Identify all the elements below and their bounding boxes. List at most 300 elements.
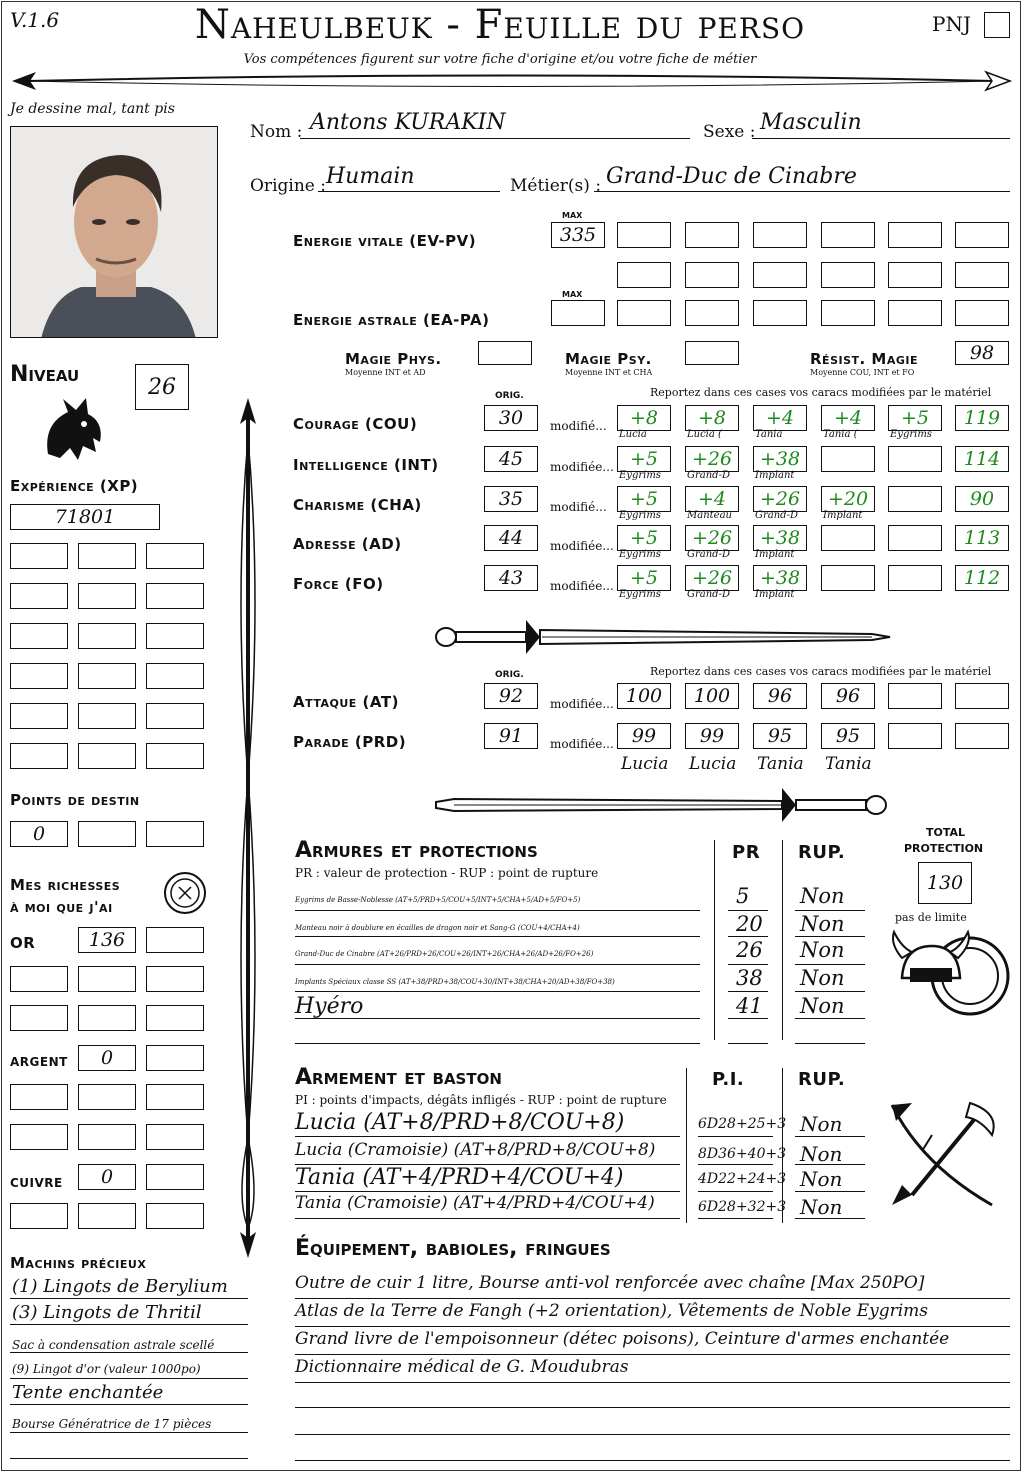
- xp-box-r3c1[interactable]: [10, 623, 68, 649]
- carac-mod-source: Implant: [755, 589, 795, 600]
- equipement-item[interactable]: Outre de cuir 1 litre, Bourse anti-vol renforcée avec chaîne [Max 250PO]: [295, 1273, 925, 1293]
- weapon-line: [295, 1191, 680, 1192]
- carac-mod-box[interactable]: +5: [617, 486, 671, 512]
- combat-orig-label: ORIG.: [495, 670, 524, 680]
- armure-line: [295, 991, 700, 992]
- ev-label: Energie vitale (EV-PV): [293, 232, 477, 250]
- carac-label: Force (FO): [293, 575, 384, 593]
- machin-line: [10, 1432, 248, 1433]
- origine-label: Origine :: [250, 176, 326, 196]
- armure-pr[interactable]: 41: [736, 994, 763, 1018]
- money-box-r3c3[interactable]: [146, 1005, 204, 1031]
- xp-box-r5c3[interactable]: [146, 703, 204, 729]
- destin-box-1[interactable]: 0: [10, 821, 68, 847]
- equipement-line: [295, 1434, 1010, 1435]
- armure-pr-line: [728, 1018, 768, 1019]
- carac-orig-box[interactable]: 43: [484, 565, 538, 591]
- carac-mod-source: Eygrims: [619, 470, 661, 481]
- carac-total-box[interactable]: 90: [955, 486, 1009, 512]
- carac-mod-box[interactable]: +26: [685, 446, 739, 472]
- xp-box-r3c2[interactable]: [78, 623, 136, 649]
- weapon-name[interactable]: Lucia (Cramoisie) (AT+8/PRD+8/COU+8): [295, 1140, 656, 1160]
- total-protection-label-2: PROTECTION: [904, 842, 984, 855]
- armement-title: Armement et baston: [295, 1065, 502, 1090]
- resist-magie-label: Résist. Magie: [810, 350, 919, 368]
- armement-sub: PI : points d'impacts, dégâts infligés - RUP : point de rupture: [295, 1093, 667, 1107]
- portrait-image: [11, 127, 218, 338]
- ea-box-2[interactable]: [685, 300, 739, 326]
- equipement-line: [295, 1407, 1010, 1408]
- money-box-r8c2[interactable]: [78, 1203, 136, 1229]
- armure-line: [295, 964, 700, 965]
- sexe-field[interactable]: Masculin: [760, 110, 862, 135]
- armure-line: [295, 936, 700, 937]
- equipement-item[interactable]: Grand livre de l'empoisonneur (détec poisons), Ceinture d'armes enchantée: [295, 1329, 950, 1349]
- armure-pr[interactable]: 20: [736, 912, 763, 936]
- xp-box-r4c1[interactable]: [10, 663, 68, 689]
- helmet-shield-icon: [888, 928, 1016, 1020]
- carac-total-box[interactable]: 112: [955, 565, 1009, 591]
- weapon-pi-line: [698, 1164, 773, 1165]
- combat-report-note: Reportez dans ces cases vos caracs modifiées par le matériel: [650, 665, 992, 678]
- magie-phys-box[interactable]: [478, 341, 532, 365]
- carac-mod-box[interactable]: +38: [753, 565, 807, 591]
- equipement-title: Équipement, babioles, fringues: [295, 1236, 611, 1261]
- armure-line: [295, 910, 700, 911]
- sword-ornament-top: [432, 612, 892, 662]
- money-box-r4c2[interactable]: 0: [78, 1045, 136, 1071]
- carac-mod-box[interactable]: +5: [888, 405, 942, 431]
- xp-box-r1c3[interactable]: [146, 543, 204, 569]
- carac-mod-box[interactable]: +4: [685, 486, 739, 512]
- carac-mod-box[interactable]: +8: [685, 405, 739, 431]
- equipement-line: [295, 1460, 1010, 1461]
- carac-orig-box[interactable]: 44: [484, 525, 538, 551]
- combat-mod-box[interactable]: [888, 723, 942, 749]
- xp-box-r6c2[interactable]: [78, 743, 136, 769]
- magie-phys-label: Magie Phys.: [345, 350, 442, 368]
- weapon-rup[interactable]: Non: [800, 1142, 843, 1166]
- carac-orig-box[interactable]: 35: [484, 486, 538, 512]
- armures-title: Armures et protections: [295, 838, 538, 863]
- weapon-rup-line: [795, 1136, 865, 1137]
- armure-rup-line: [795, 910, 865, 911]
- armure-name[interactable]: Implants Spéciaux classe SS (AT+38/PRD+38/COU+30/INT+38/CHA+20/AD+38/FO+38): [295, 978, 615, 986]
- carac-label: Courage (COU): [293, 415, 418, 433]
- header-arrow-ornament: [8, 66, 1014, 96]
- money-box-r8c3[interactable]: [146, 1203, 204, 1229]
- carac-mod-source: Grand-D: [755, 510, 798, 521]
- weapon-rup[interactable]: Non: [800, 1167, 843, 1191]
- weapon-pi[interactable]: 6D28+32+3: [698, 1199, 787, 1215]
- armures-divider-2: [782, 840, 783, 1040]
- richesses-label-2: à moi que j'ai: [10, 898, 113, 916]
- ea-box-5[interactable]: [888, 300, 942, 326]
- total-protection-label-1: TOTAL: [926, 826, 966, 839]
- carac-mod-source: Lucia (: [687, 429, 722, 440]
- carac-total-box[interactable]: 114: [955, 446, 1009, 472]
- magie-psy-label: Magie Psy.: [565, 350, 652, 368]
- metier-underline: [594, 191, 1010, 192]
- xp-box-r1c1[interactable]: [10, 543, 68, 569]
- resist-magie-box[interactable]: 98: [955, 341, 1009, 365]
- armure-rup-line: [795, 1043, 865, 1044]
- weapon-pi[interactable]: 4D22+24+3: [698, 1171, 787, 1187]
- combat-mod-box[interactable]: [955, 723, 1009, 749]
- xp-box-r5c1[interactable]: [10, 703, 68, 729]
- armure-rup-line: [795, 991, 865, 992]
- money-box-r4c3[interactable]: [146, 1045, 204, 1071]
- weapon-pi-line: [698, 1136, 773, 1137]
- carac-orig-box[interactable]: 45: [484, 446, 538, 472]
- portrait-caption: Je dessine mal, tant pis: [10, 101, 175, 117]
- sexe-label: Sexe :: [703, 122, 756, 142]
- nom-label: Nom :: [250, 122, 303, 142]
- armure-pr-line: [728, 910, 768, 911]
- xp-box-r5c2[interactable]: [78, 703, 136, 729]
- armures-pr-label: PR: [732, 842, 761, 863]
- ea-box-1[interactable]: [617, 300, 671, 326]
- dragon-icon: [38, 394, 108, 464]
- money-box-r8c1[interactable]: [10, 1203, 68, 1229]
- portrait-frame: [10, 126, 218, 338]
- armure-rup[interactable]: Non: [800, 938, 845, 962]
- carac-mod-source: Grand-D: [687, 549, 730, 560]
- weapon-rup-line: [795, 1164, 865, 1165]
- armement-pi-label: P.I.: [712, 1069, 745, 1090]
- machin-line: [10, 1404, 248, 1405]
- metier-label: Métier(s) :: [510, 176, 602, 196]
- money-box-r3c1[interactable]: [10, 1005, 68, 1031]
- xp-box-r2c2[interactable]: [78, 583, 136, 609]
- equipement-line: [295, 1382, 1010, 1383]
- carac-mod-label: modifiée...: [550, 460, 614, 474]
- ev-max-box[interactable]: 335: [551, 222, 605, 248]
- xp-box-r2c3[interactable]: [146, 583, 204, 609]
- combat-mod-box[interactable]: [888, 683, 942, 709]
- pnj-label: PNJ: [932, 12, 971, 36]
- combat-mod-box[interactable]: 96: [753, 683, 807, 709]
- sexe-underline: [752, 138, 1010, 139]
- ea-max-box[interactable]: [551, 300, 605, 326]
- machins-title: Machins précieux: [10, 1254, 147, 1272]
- armures-divider-1: [714, 840, 715, 1040]
- machin-item[interactable]: Sac à condensation astrale scellé: [12, 1338, 215, 1352]
- machin-line: [10, 1324, 248, 1325]
- armure-rup[interactable]: Non: [800, 884, 845, 908]
- carac-mod-box[interactable]: +20: [821, 486, 875, 512]
- combat-mod-box[interactable]: 99: [617, 723, 671, 749]
- combat-mod-box[interactable]: 100: [685, 683, 739, 709]
- money-box-r7c2[interactable]: 0: [78, 1164, 136, 1190]
- carac-mod-source: Manteau: [687, 510, 732, 521]
- combat-mod-box[interactable]: 100: [617, 683, 671, 709]
- ea-label: Energie astrale (EA-PA): [293, 311, 490, 329]
- carac-mod-box[interactable]: +5: [617, 565, 671, 591]
- carac-mod-box[interactable]: +26: [685, 565, 739, 591]
- machin-item[interactable]: (1) Lingots de Berylium: [12, 1276, 228, 1297]
- argent-label: ARGENT: [10, 1055, 68, 1069]
- ev-box-9[interactable]: [753, 262, 807, 288]
- combat-orig-box[interactable]: 91: [484, 723, 538, 749]
- carac-mod-box[interactable]: +4: [753, 405, 807, 431]
- sword-ornament-bottom: [432, 782, 892, 828]
- carac-mod-box[interactable]: +8: [617, 405, 671, 431]
- metier-field[interactable]: Grand-Duc de Cinabre: [606, 164, 857, 189]
- carac-mod-label: modifié...: [550, 500, 607, 514]
- money-box-r5c1[interactable]: [10, 1084, 68, 1110]
- armure-pr[interactable]: 38: [736, 966, 763, 990]
- combat-weapon-name: Lucia: [689, 754, 737, 774]
- equipement-item[interactable]: Dictionnaire médical de G. Moudubras: [295, 1357, 629, 1377]
- carac-mod-source: Implant: [755, 470, 795, 481]
- richesses-label-1: Mes richesses: [10, 876, 121, 894]
- magie-psy-sub: Moyenne INT et CHA: [565, 368, 653, 377]
- weapon-pi-line: [698, 1191, 773, 1192]
- magie-psy-box[interactable]: [685, 341, 739, 365]
- carac-mod-box[interactable]: +4: [821, 405, 875, 431]
- armure-pr[interactable]: 5: [736, 884, 750, 908]
- combat-mod-label: modifiée...: [550, 737, 614, 751]
- ev-box-7[interactable]: [617, 262, 671, 288]
- combat-mod-box[interactable]: [955, 683, 1009, 709]
- nom-field[interactable]: Antons KURAKIN: [310, 110, 506, 135]
- carac-mod-box[interactable]: [821, 446, 875, 472]
- total-protection-box[interactable]: 130: [918, 862, 972, 904]
- carac-label: Intelligence (INT): [293, 456, 439, 474]
- equipement-line: [295, 1354, 1010, 1355]
- armure-rup-line: [795, 964, 865, 965]
- combat-mod-box[interactable]: 99: [685, 723, 739, 749]
- ev-box-4[interactable]: [821, 222, 875, 248]
- armure-pr-line: [728, 936, 768, 937]
- xp-box[interactable]: 71801: [10, 504, 160, 530]
- combat-mod-label: modifiée...: [550, 697, 614, 711]
- destin-box-2[interactable]: [78, 821, 136, 847]
- armure-name[interactable]: Eygrims de Basse-Noblesse (AT+5/PRD+5/COU+5/INT+5/CHA+5/AD+5/FO+5): [295, 896, 581, 904]
- destin-label: Points de destin: [10, 791, 140, 809]
- carac-label: Adresse (AD): [293, 535, 402, 553]
- carac-mod-box[interactable]: +26: [685, 525, 739, 551]
- money-box-r1c3[interactable]: [146, 927, 204, 953]
- xp-box-r4c3[interactable]: [146, 663, 204, 689]
- combat-label: Attaque (AT): [293, 693, 399, 711]
- carac-mod-box[interactable]: [888, 565, 942, 591]
- carac-mod-source: Eygrims: [619, 589, 661, 600]
- money-box-r6c2[interactable]: [78, 1124, 136, 1150]
- carac-label: Charisme (CHA): [293, 496, 422, 514]
- version-label: V.1.6: [10, 8, 60, 32]
- ev-box-6[interactable]: [955, 222, 1009, 248]
- ev-box-5[interactable]: [888, 222, 942, 248]
- combat-weapon-name: Lucia: [621, 754, 669, 774]
- combat-mod-box[interactable]: 95: [753, 723, 807, 749]
- carac-orig-box[interactable]: 30: [484, 405, 538, 431]
- armure-name[interactable]: Grand-Duc de Cinabre (AT+26/PRD+26/COU+26/INT+26/CHA+26/AD+26/FO+26): [295, 950, 594, 958]
- armure-name[interactable]: Manteau noir à doublure en écailles de dragon noir et Sang-G (COU+4/CHA+4): [295, 924, 580, 932]
- weapon-name[interactable]: Lucia (AT+8/PRD+8/COU+8): [295, 1110, 625, 1135]
- weapons-icon: [882, 1095, 1012, 1215]
- xp-box-r1c2[interactable]: [78, 543, 136, 569]
- armement-divider-1: [686, 1068, 687, 1223]
- armure-pr[interactable]: 26: [736, 938, 763, 962]
- nom-underline: [300, 138, 690, 139]
- combat-label: Parade (PRD): [293, 733, 407, 751]
- armure-rup[interactable]: Non: [800, 912, 845, 936]
- weapon-pi-line: [698, 1218, 773, 1219]
- ea-box-3[interactable]: [753, 300, 807, 326]
- ea-max-label: MAX: [562, 290, 583, 299]
- carac-mod-source: Tania (: [823, 429, 858, 440]
- xp-box-r4c2[interactable]: [78, 663, 136, 689]
- machin-line: [10, 1378, 248, 1379]
- carac-mod-label: modifiée...: [550, 539, 614, 553]
- machin-item[interactable]: (9) Lingot d'or (valeur 1000po): [12, 1362, 201, 1376]
- or-label: OR: [10, 934, 36, 952]
- carac-mod-box[interactable]: [888, 525, 942, 551]
- weapon-rup[interactable]: Non: [800, 1112, 843, 1136]
- carac-mod-box[interactable]: [821, 565, 875, 591]
- xp-box-r3c3[interactable]: [146, 623, 204, 649]
- armure-rup-line: [795, 1018, 865, 1019]
- carac-mod-source: Grand-D: [687, 589, 730, 600]
- combat-mod-box[interactable]: 95: [821, 723, 875, 749]
- armure-line: [295, 1043, 700, 1044]
- carac-mod-source: Eygrims: [890, 429, 932, 440]
- armure-rup-line: [795, 936, 865, 937]
- carac-mod-box[interactable]: [888, 486, 942, 512]
- coin-icon: [162, 870, 208, 916]
- money-box-r6c3[interactable]: [146, 1124, 204, 1150]
- combat-mod-box[interactable]: 96: [821, 683, 875, 709]
- weapon-line: [295, 1218, 680, 1219]
- resist-magie-sub: Moyenne COU, INT et FO: [810, 368, 915, 377]
- xp-label: Expérience (XP): [10, 477, 139, 495]
- combat-weapon-name: Tania: [825, 754, 872, 774]
- armure-rup[interactable]: Non: [800, 994, 845, 1018]
- ev-max-label: MAX: [562, 211, 583, 220]
- niveau-box[interactable]: 26: [135, 364, 189, 410]
- niveau-label: Niveau: [10, 362, 80, 387]
- armures-rup-label: RUP.: [798, 842, 846, 863]
- spear-ornament: [228, 398, 268, 1258]
- carac-mod-source: Grand-D: [687, 470, 730, 481]
- xp-box-r6c1[interactable]: [10, 743, 68, 769]
- money-box-r1c2[interactable]: 136: [78, 927, 136, 953]
- carac-mod-box[interactable]: +38: [753, 525, 807, 551]
- carac-mod-source: Implant: [823, 510, 863, 521]
- weapon-name[interactable]: Tania (AT+4/PRD+4/COU+4): [295, 1165, 624, 1190]
- weapon-rup[interactable]: Non: [800, 1195, 843, 1219]
- carac-mod-source: Lucia: [619, 429, 647, 440]
- money-box-r2c2[interactable]: [78, 966, 136, 992]
- equipement-line: [295, 1326, 1010, 1327]
- armure-line: [295, 1018, 700, 1019]
- pnj-checkbox[interactable]: [984, 12, 1010, 38]
- carac-total-box[interactable]: 113: [955, 525, 1009, 551]
- machin-line: [10, 1298, 248, 1299]
- machin-item[interactable]: Tente enchantée: [12, 1382, 164, 1403]
- ea-box-4[interactable]: [821, 300, 875, 326]
- ea-box-6[interactable]: [955, 300, 1009, 326]
- carac-mod-source: Eygrims: [619, 510, 661, 521]
- carac-mod-box[interactable]: +5: [617, 446, 671, 472]
- weapon-pi[interactable]: 8D36+40+3: [698, 1146, 787, 1162]
- weapon-rup-line: [795, 1191, 865, 1192]
- weapon-line: [295, 1164, 680, 1165]
- ev-box-8[interactable]: [685, 262, 739, 288]
- armure-pr-line: [728, 1043, 768, 1044]
- armures-sub: PR : valeur de protection - RUP : point de rupture: [295, 866, 599, 880]
- origine-field[interactable]: Humain: [326, 164, 415, 189]
- machin-item[interactable]: Bourse Génératrice de 17 pièces: [12, 1417, 212, 1431]
- weapon-rup-line: [795, 1218, 865, 1219]
- xp-box-r2c1[interactable]: [10, 583, 68, 609]
- combat-weapon-name: Tania: [757, 754, 804, 774]
- ev-box-2[interactable]: [685, 222, 739, 248]
- ev-box-12[interactable]: [955, 262, 1009, 288]
- ev-box-11[interactable]: [888, 262, 942, 288]
- ev-box-10[interactable]: [821, 262, 875, 288]
- money-box-r5c2[interactable]: [78, 1084, 136, 1110]
- money-box-r5c3[interactable]: [146, 1084, 204, 1110]
- origine-underline: [318, 191, 500, 192]
- total-protection-note: pas de limite: [895, 911, 967, 924]
- carac-mod-source: Tania: [755, 429, 783, 440]
- page-subtitle: Vos compétences figurent sur votre fiche d'origine et/ou votre fiche de métier: [243, 52, 757, 67]
- weapon-name[interactable]: Tania (Cramoisie) (AT+4/PRD+4/COU+4): [295, 1193, 655, 1213]
- machin-line: [10, 1458, 248, 1459]
- xp-box-r6c3[interactable]: [146, 743, 204, 769]
- armure-pr-line: [728, 991, 768, 992]
- destin-box-3[interactable]: [146, 821, 204, 847]
- carac-mod-box[interactable]: [888, 446, 942, 472]
- carac-mod-label: modifié...: [550, 419, 607, 433]
- carac-mod-box[interactable]: [821, 525, 875, 551]
- equipement-line: [295, 1298, 1010, 1299]
- ev-box-3[interactable]: [753, 222, 807, 248]
- ev-box-1[interactable]: [617, 222, 671, 248]
- weapon-line: [295, 1136, 680, 1137]
- combat-orig-box[interactable]: 92: [484, 683, 538, 709]
- money-box-r2c1[interactable]: [10, 966, 68, 992]
- armement-rup-label: RUP.: [798, 1069, 846, 1090]
- money-box-r7c3[interactable]: [146, 1164, 204, 1190]
- armure-rup[interactable]: Non: [800, 966, 845, 990]
- carac-mod-box[interactable]: +5: [617, 525, 671, 551]
- caracs-orig-label: ORIG.: [495, 391, 524, 401]
- magie-phys-sub: Moyenne INT et AD: [345, 368, 426, 377]
- page-title: Naheulbeuk - Feuille du perso: [194, 2, 806, 48]
- cuivre-label: CUIVRE: [10, 1176, 63, 1190]
- carac-mod-source: Implant: [755, 549, 795, 560]
- carac-total-box[interactable]: 119: [955, 405, 1009, 431]
- armure-name[interactable]: Hyéro: [295, 994, 364, 1019]
- armure-pr-line: [728, 964, 768, 965]
- money-box-r2c3[interactable]: [146, 966, 204, 992]
- carac-mod-source: Eygrims: [619, 549, 661, 560]
- carac-mod-box[interactable]: +38: [753, 446, 807, 472]
- machin-line: [10, 1352, 248, 1353]
- equipement-item[interactable]: Atlas de la Terre de Fangh (+2 orientation), Vêtements de Noble Eygrims: [295, 1301, 929, 1321]
- money-box-r3c2[interactable]: [78, 1005, 136, 1031]
- weapon-pi[interactable]: 6D28+25+3: [698, 1116, 787, 1132]
- machin-item[interactable]: (3) Lingots de Thritil: [12, 1302, 202, 1323]
- money-box-r6c1[interactable]: [10, 1124, 68, 1150]
- caracs-report-note: Reportez dans ces cases vos caracs modifiées par le matériel: [650, 386, 992, 399]
- carac-mod-box[interactable]: +26: [753, 486, 807, 512]
- carac-mod-label: modifiée...: [550, 579, 614, 593]
